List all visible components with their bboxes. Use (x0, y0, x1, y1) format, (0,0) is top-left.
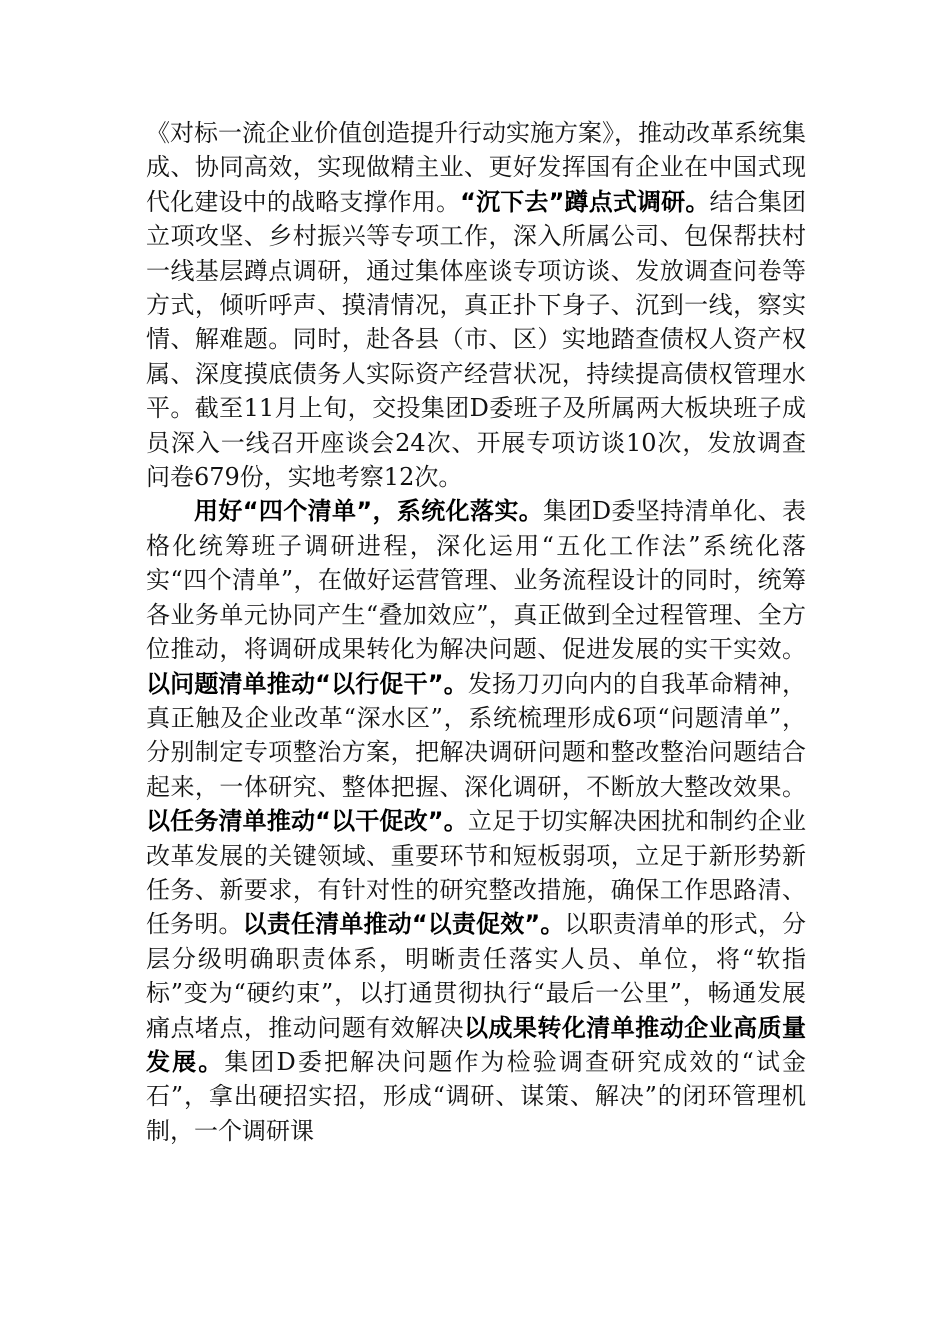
bold-heading-run: 以责任清单推动“以责促效”。 (242, 910, 565, 939)
text-run: 集团D委坚持清单化、表格化统筹班子调研进程，深化运用“五化工作法”系统化落实“四个清单”，在做好运营管理、业务流程设计的同时，统筹各业务单元协同产生“叠加效应”，真正做到全过程管理、全方位推动，将调研成果转化为解决问题、促进发展的实干实效。 (146, 497, 807, 664)
text-run: 发扬刀刃向内的自我革命精神，真正触及企业改革“深水区”，系统梳理形成6项“问题清单”，分别制定专项整治方案，把解决调研问题和整改整治问题结合起来，一体研究、整体把握、深化调研，不断放大整改效果。 (146, 669, 807, 801)
text-run: 以职责清单的形式，分层分级明确职责体系，明晰责任落实人员、单位，将“软指标”变为“硬约束”，以打通贯彻执行“最后一公里”，畅通发展痛点堵点，推动问题有效解决 (146, 910, 807, 1042)
paragraph-1 (146, 116, 806, 494)
text-run: 结合集团立项攻坚、乡村振兴等专项工作，深入所属公司、包保帮扶村一线基层蹲点调研，通过集体座谈专项访谈、发放调查问卷等方式，倾听呼声、摸清情况，真正扑下身子、沉到一线，察实情、解难题。同时，赴各县（市、区）实地踏查债权人资产权属、深度摸底债务人实际资产经营状况，持续提高债权管理水平。截至11月上旬，交投集团D委班子及所属两大板块班子成员深入一线召开座谈会24次、开展专项访谈10次，发放调查问卷679份，实地考察12次。 (146, 187, 807, 492)
bold-heading-run: 以任务清单推动“以干促改”。 (146, 807, 468, 836)
bold-heading-run: 用好“四个清单”，系统化落实。 (194, 497, 544, 526)
bold-heading-run: “沉下去”蹲点式调研。 (460, 187, 710, 216)
document-page (146, 116, 806, 1148)
text-run: 集团D委把解决问题作为检验调查研究成效的“试金石”，拿出硬招实招，形成“调研、谋策、解决”的闭环管理机制，一个调研课 (146, 1047, 807, 1145)
paragraph-2 (146, 494, 806, 1148)
text-run: 立足于切实解决困扰和制约企业改革发展的关键领域、重要环节和短板弱项，立足于新形势新任务、新要求，有针对性的研究整改措施，确保工作思路清、任务明。 (146, 807, 807, 939)
bold-heading-run: 以成果转化清单推动企业高质量发展。 (146, 1013, 806, 1076)
text-run: 《对标一流企业价值创造提升行动实施方案》，推动改革系统集成、协同高效，实现做精主业、更好发挥国有企业在中国式现代化建设中的战略支撑作用。 (146, 119, 806, 216)
bold-heading-run: 以问题清单推动“以行促干”。 (146, 669, 468, 698)
